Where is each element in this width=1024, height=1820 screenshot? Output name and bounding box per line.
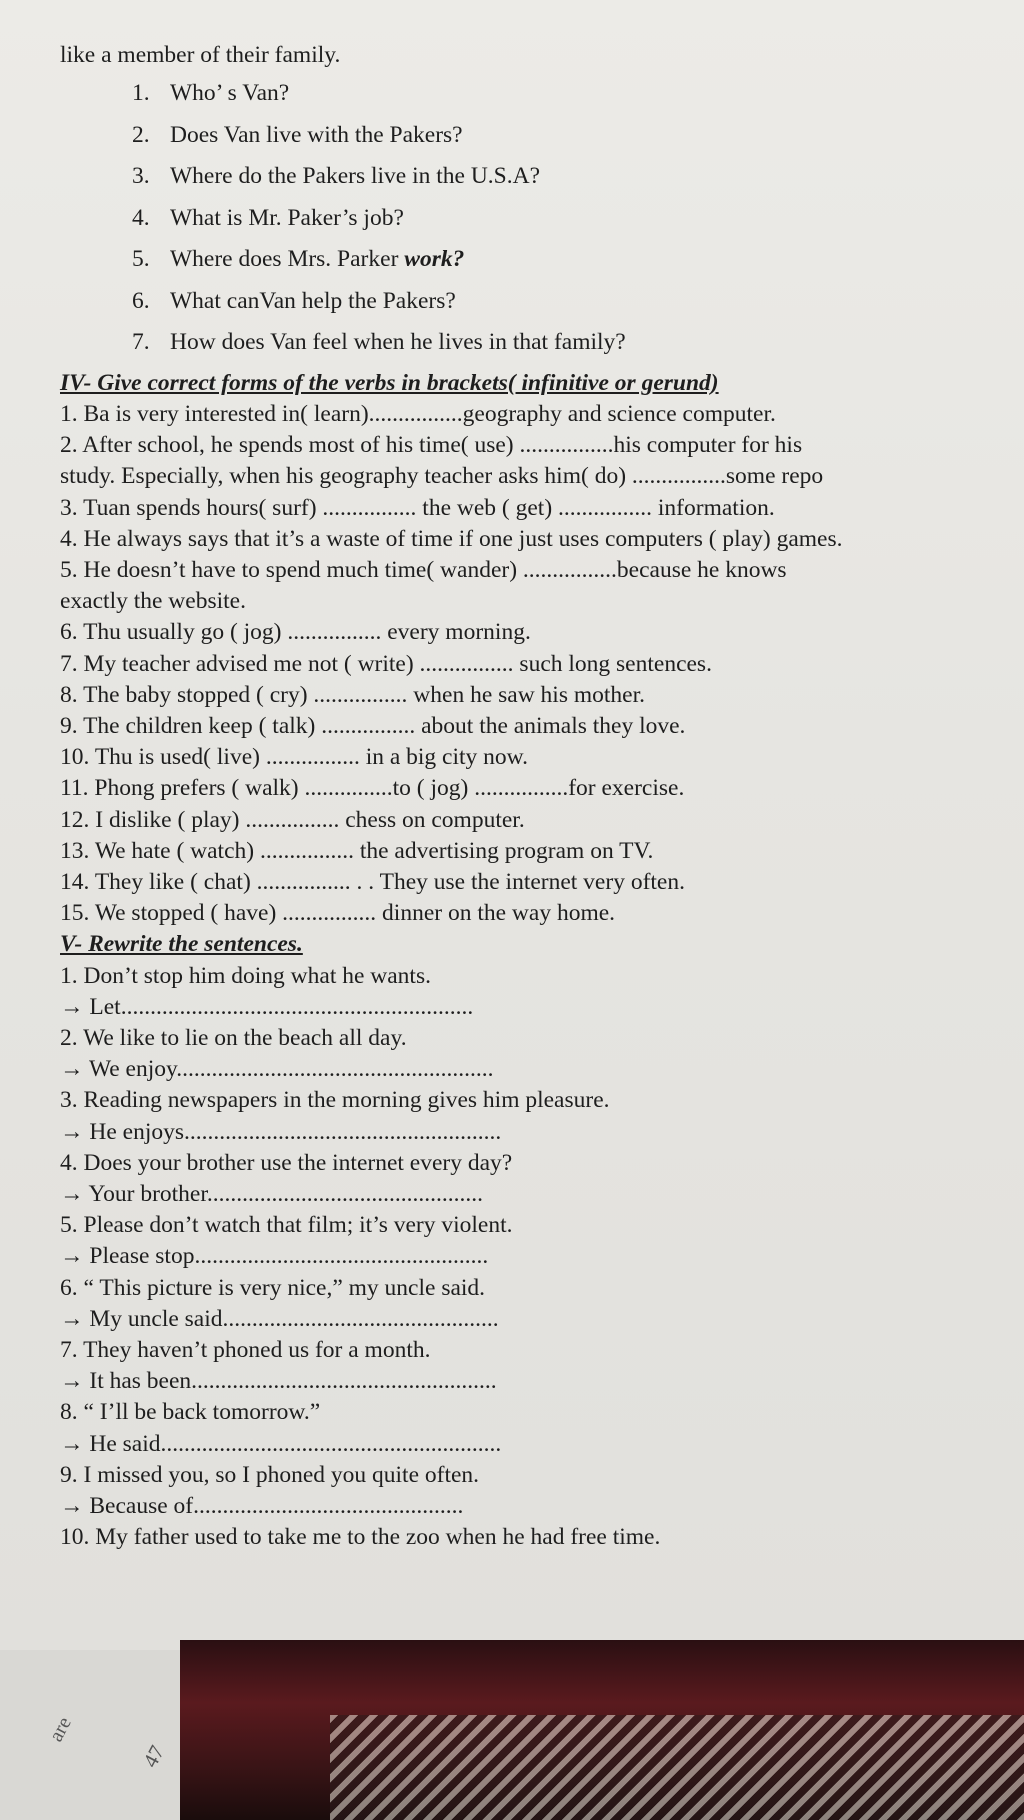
question-item: 2. Does Van live with the Pakers? [132,121,463,148]
rewrite-question: 9. I missed you, so I phoned you quite often. [60,1461,480,1488]
rewrite-question: 7. They haven’t phoned us for a month. [60,1337,431,1363]
exercise-line: 9. The children keep ( talk) ................ about the animals they love. [60,712,686,739]
exercise-line: 4. He always says that it’s a waste of time if one just uses computers ( play) games. [60,525,843,552]
exercise-line: 10. Thu is used( live) ................ in a big city now. [60,744,528,771]
question-item: 6. What canVan help the Pakers? [132,287,456,314]
rewrite-question: 10. My father used to take me to the zoo when he had free time. [60,1524,661,1551]
section-5-heading: V- Rewrite the sentences. [60,931,303,958]
exercise-line: 1. Ba is very interested in( learn)................geography and science computer. [60,400,776,427]
question-list [60,73,1024,364]
rewrite-answer-line: → Please stop.................................................. [60,1243,489,1270]
rewrite-answer-line: → Let............................................................ [60,993,474,1020]
exercise-line: 7. My teacher advised me not ( write) ................ such long sentences. [60,650,712,677]
question-item: 1. Who’ s Van? [132,80,290,107]
rewrite-question: 4. Does your brother use the internet every day? [60,1149,513,1176]
question-item: 7. How does Van feel when he lives in that family? [132,329,626,356]
worksheet-content [60,40,1024,1553]
rewrite-answer-line: → My uncle said............................................... [60,1305,499,1332]
exercise-line: study. Especially, when his geography teacher asks him( do) ................some repo [60,463,824,490]
rewrite-answer-line: → He said.......................................................... [60,1430,502,1457]
intro-line: like a member of their family. [60,42,341,68]
rewrite-question: 8. “ I’ll be back tomorrow.” [60,1399,321,1426]
exercise-line: 14. They like ( chat) ................ . . They use the internet very often. [60,868,685,895]
rewrite-question: 3. Reading newspapers in the morning gives him pleasure. [60,1087,610,1114]
rug-pattern [330,1715,1024,1820]
rewrite-answer-line: → It has been.................................................... [60,1368,497,1395]
question-item: 3. Where do the Pakers live in the U.S.A? [132,163,541,190]
section-4-heading: IV- Give correct forms of the verbs in brackets( infinitive or gerund) [60,369,719,396]
exercise-line: 13. We hate ( watch) ................ the advertising program on TV. [60,837,654,864]
rewrite-question: 6. “ This picture is very nice,” my uncle said. [60,1274,486,1301]
rewrite-question: 2. We like to lie on the beach all day. [60,1024,407,1051]
rewrite-answer-line: → Your brother............................................... [60,1180,484,1207]
rewrite-question: 1. Don’t stop him doing what he wants. [60,962,431,989]
exercise-line: 5. He doesn’t have to spend much time( wander) ................because he knows [60,556,787,583]
exercise-line: 8. The baby stopped ( cry) ................ when he saw his mother. [60,681,645,708]
rewrite-answer-line: → Because of.............................................. [60,1493,464,1520]
page-number: 47 [138,1741,170,1772]
exercise-line: 3. Tuan spends hours( surf) ................ the web ( get) ................ information. [60,494,775,521]
exercise-line: 12. I dislike ( play) ................ chess on computer. [60,806,525,833]
rewrite-answer-line: → He enjoys...................................................... [60,1118,502,1145]
exercise-line: 15. We stopped ( have) ................ dinner on the way home. [60,900,616,927]
exercise-line: exactly the website. [60,588,246,615]
exercise-line: 6. Thu usually go ( jog) ................ every morning. [60,619,531,646]
exercise-line: 11. Phong prefers ( walk) ...............to ( jog) ................for exercise. [60,775,685,802]
exercise-line: 2. After school, he spends most of his time( use) ................his computer for his [60,432,803,459]
rewrite-answer-line: → We enjoy...................................................... [60,1056,494,1083]
question-item: 4. What is Mr. Paker’s job? [132,204,404,231]
rewrite-question: 5. Please don’t watch that film; it’s very violent. [60,1212,513,1239]
question-item: 5. Where does Mrs. Parker work? [132,246,465,273]
margin-word: are [45,1713,76,1746]
